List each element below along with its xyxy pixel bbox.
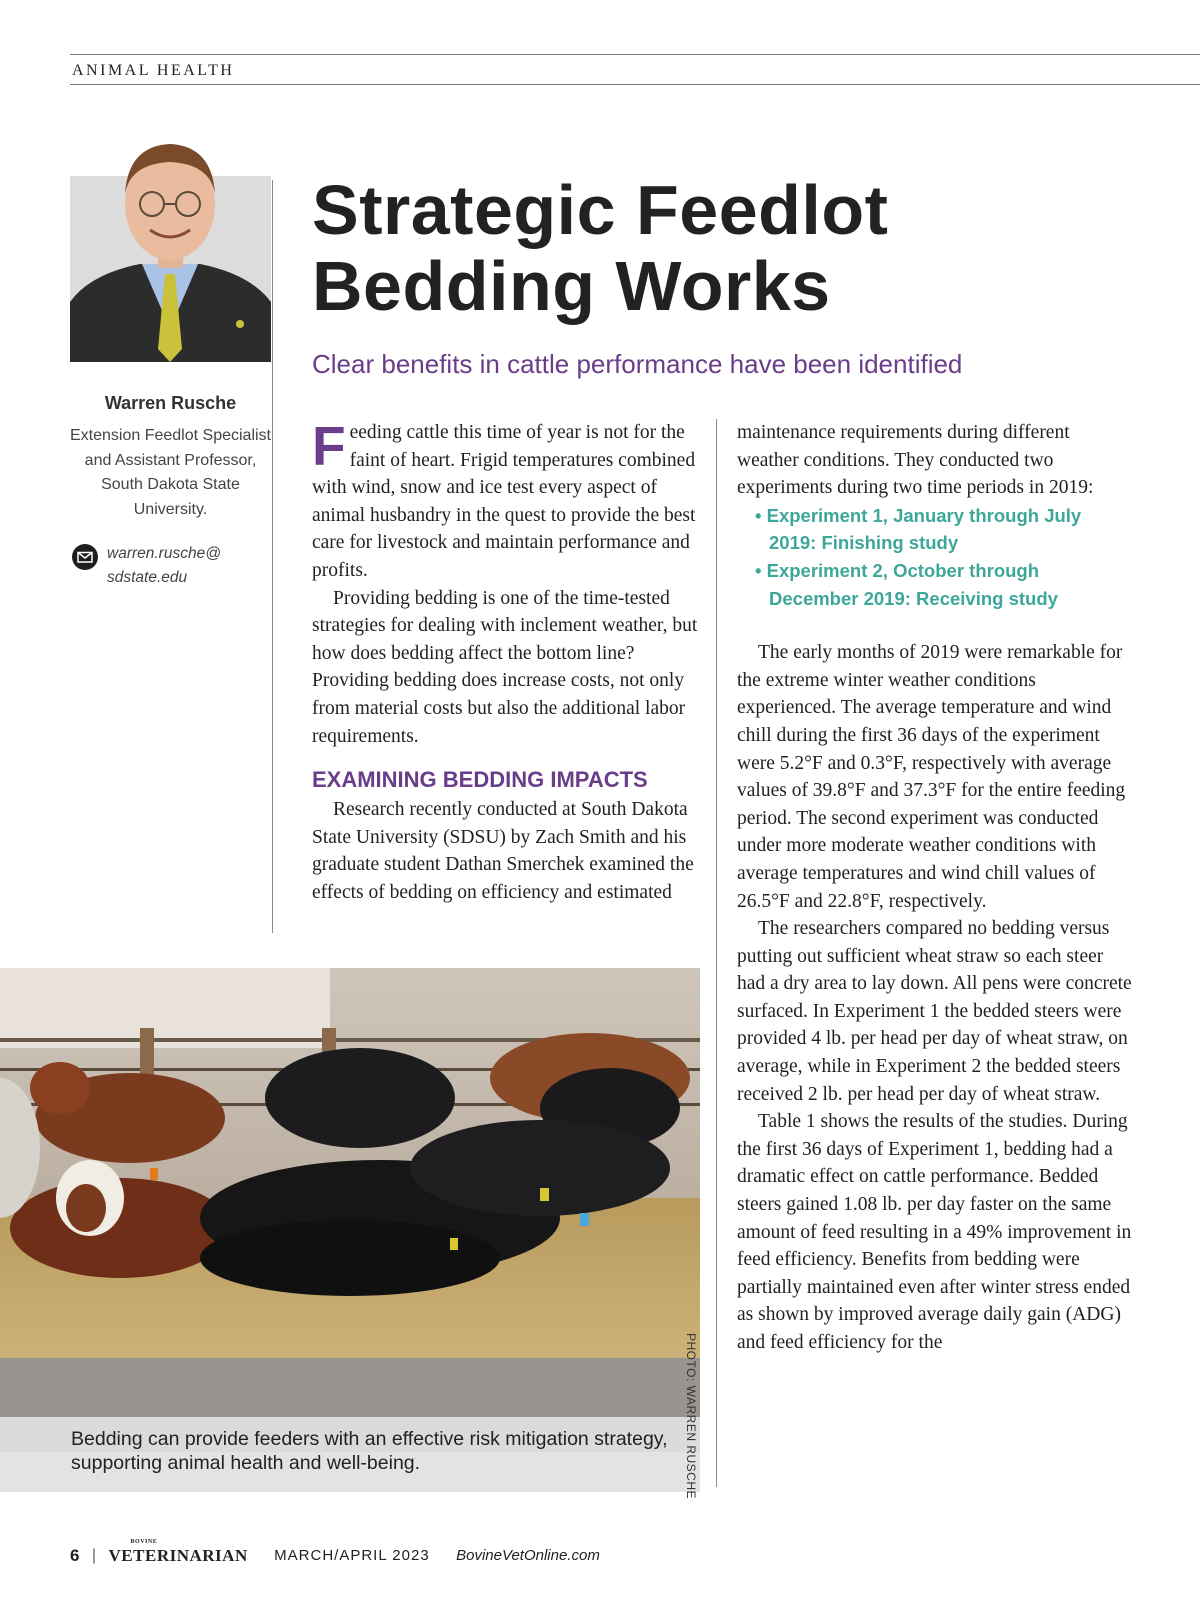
sidebar-rule	[272, 180, 273, 933]
cattle-photo	[0, 968, 700, 1452]
author-portrait	[70, 124, 271, 362]
column-divider	[716, 419, 717, 1487]
list-item: • Experiment 1, January through July 2019: Finishing study	[755, 504, 1082, 554]
top-rule	[70, 54, 1200, 55]
drop-cap: F	[312, 415, 346, 477]
author-email-link[interactable]	[107, 542, 221, 590]
cattle-photo-illustration	[0, 968, 700, 1452]
footer-separator: |	[91, 1546, 97, 1564]
paragraph-4: maintenance requirements during different weather conditions. They conducted two experiments during two time periods in 2019:	[737, 422, 1094, 499]
mail-icon	[72, 544, 98, 570]
paragraph-6: The researchers compared no bedding versus putting out sufficient wheat straw so each steer had a dry area to lay down. All pens were concrete surfaced. In Experiment 1 the bedded steers were provided 4 lb. per head per day of wheat straw, on average, while in Experiment 2 the bedded steers received 2 lb. per head per day of wheat straw.	[737, 918, 1132, 1105]
paragraph-3: Research recently conducted at South Dakota State University (SDSU) by Zach Smith and his graduate student Dathan Smerchek examined the effects of bedding on efficiency and estimated	[312, 799, 694, 903]
bullet-text-2: Experiment 2, October through December 2019: Receiving study	[766, 559, 1058, 609]
magazine-logo-text: VETERINARIAN	[108, 1546, 248, 1566]
paragraph-2: Providing bedding is one of the time-tested strategies for dealing with inclement weather, but how does bedding affect the bottom line? Providing bedding does increase costs, not only from material costs but also the additional labor requirements.	[312, 587, 698, 747]
paragraph-7: Table 1 shows the results of the studies. During the first 36 days of Experiment 1, bedding had a dramatic effect on cattle performance. Bedded steers gained 1.08 lb. per day faster on the same amount of feed resulting in a 49% improvement in feed efficiency. Benefits from bedding were partially maintained even after winter stress ended as shown by improved average daily gain (ADG) and feed efficiency for the	[737, 1111, 1132, 1353]
article-column-2	[737, 419, 1133, 1357]
author-name: Warren Rusche	[104, 393, 237, 413]
email-line-2: sdstate.edu	[107, 569, 188, 586]
photo-credit: PHOTO: WARREN RUSCHE	[684, 1333, 698, 1500]
title-line-1: Strategic Feedlot	[312, 171, 889, 249]
paragraph-1-text: eeding cattle this time of year is not for the faint of heart. Frigid temperatures combined with wind, snow and ice test every aspect of animal husbandry in the quest to provide the best care for livestock and maintain performance and profits.	[312, 422, 696, 581]
email-line-1: warren.rusche@	[107, 545, 221, 562]
website-link[interactable]: BovineVetOnline.com	[456, 1547, 600, 1565]
magazine-logo	[108, 1539, 248, 1566]
issue-date: MARCH/APRIL 2023	[274, 1547, 430, 1565]
article-column-1	[312, 415, 700, 907]
section-rule	[70, 84, 1200, 85]
list-item: • Experiment 2, October through December 2019: Receiving study	[755, 559, 1058, 609]
paragraph-1	[312, 415, 700, 585]
section-label: ANIMAL HEALTH	[72, 62, 235, 79]
experiment-list	[755, 502, 1133, 612]
page-number: 6	[70, 1545, 80, 1565]
bullet-text-1: Experiment 1, January through July 2019: Finishing study	[766, 504, 1082, 554]
author-bio: Extension Feedlot Specialist and Assistant Professor, South Dakota State University.	[70, 427, 271, 518]
article-title	[312, 172, 912, 324]
paragraph-5: The early months of 2019 were remarkable for the extreme winter weather conditions experienced. The average temperature and wind chill during the first 36 days of the experiment were 5.2°F and 0.3°F, respectively with average values of 39.8°F and 37.3°F for the entire feeding period. The second experiment was conducted under more moderate weather conditions with average temperatures and wind chill values of 26.5°F and 22.8°F, respectively.	[737, 642, 1126, 912]
magazine-logo-small: BOVINE	[130, 1539, 158, 1545]
page-footer	[70, 1539, 600, 1566]
photo-caption: Bedding can provide feeders with an effective risk mitigation strategy, supporting animal health and well-being.	[71, 1428, 668, 1474]
article-subtitle: Clear benefits in cattle performance have been identified	[312, 349, 963, 379]
author-photo-illustration	[70, 124, 271, 362]
section-subhead: EXAMINING BEDDING IMPACTS	[312, 767, 648, 793]
title-line-2: Bedding Works	[312, 247, 831, 325]
